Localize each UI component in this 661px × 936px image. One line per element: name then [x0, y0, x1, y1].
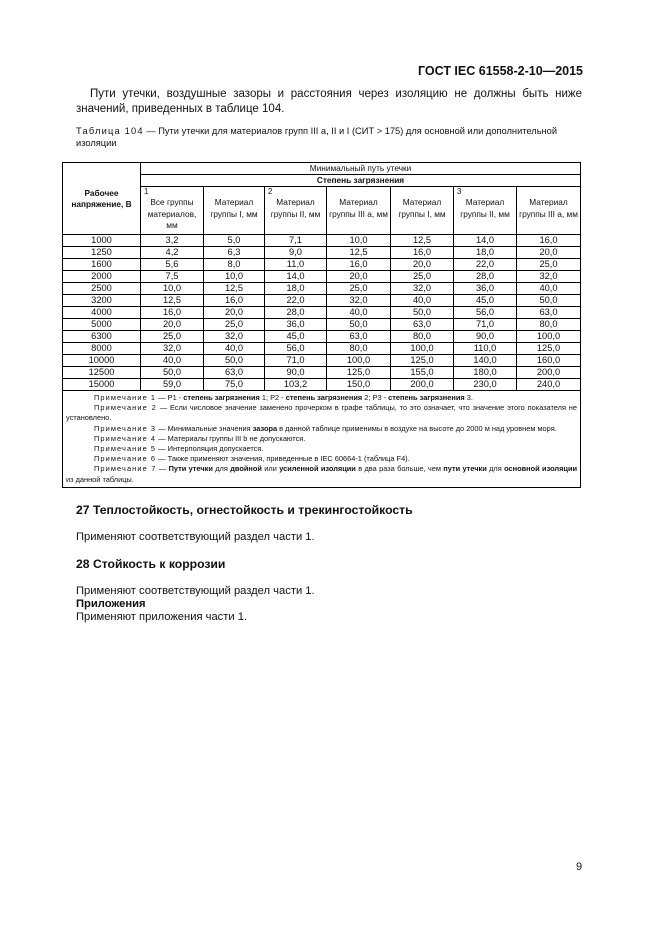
value-cell: 56,0: [454, 307, 517, 319]
voltage-cell: 1600: [63, 259, 141, 271]
value-cell: 32,0: [204, 331, 265, 343]
value-cell: 50,0: [517, 295, 581, 307]
value-cell: 25,0: [141, 331, 204, 343]
header-pollution-degree: Степень загрязнения: [141, 175, 581, 187]
column-header: Материал группы III а, мм: [517, 187, 581, 235]
value-cell: 75,0: [204, 379, 265, 391]
value-cell: 50,0: [204, 355, 265, 367]
value-cell: 40,0: [204, 343, 265, 355]
value-cell: 63,0: [391, 319, 454, 331]
value-cell: 240,0: [517, 379, 581, 391]
value-cell: 63,0: [327, 331, 391, 343]
value-cell: 160,0: [517, 355, 581, 367]
value-cell: 20,0: [141, 319, 204, 331]
value-cell: 32,0: [517, 271, 581, 283]
value-cell: 56,0: [265, 343, 327, 355]
value-cell: 10,0: [141, 283, 204, 295]
table-row: [63, 235, 581, 247]
note-1: Примечание 1 — P1 - степень загрязнения 1; P2 - степень загрязнения 2; P3 - степень загрязнения 3.: [94, 393, 473, 402]
value-cell: 18,0: [265, 283, 327, 295]
note-6: Примечание 6 — Также применяют значения, приведенные в IEC 60664-1 (таблица F4).: [94, 454, 410, 464]
note-2: Примечание 2 — Если числовое значение заменено прочерком в графе таблицы, то это означает, что значение этого показателя не установлено.: [66, 403, 577, 423]
voltage-cell: 5000: [63, 319, 141, 331]
appendix-text: Применяют приложения части 1.: [76, 611, 248, 623]
value-cell: 50,0: [141, 367, 204, 379]
table-row: [63, 319, 581, 331]
document-code: ГОСТ IEC 61558-2-10—2015: [417, 64, 583, 78]
pollution-group-number: 2: [268, 187, 273, 196]
table-row: [63, 331, 581, 343]
value-cell: 28,0: [454, 271, 517, 283]
value-cell: 50,0: [327, 319, 391, 331]
table-caption-text: — Пути утечки для материалов групп III а, II и I (СИТ > 175) для основной или дополнительной изоляции: [76, 126, 558, 148]
table-row: [63, 307, 581, 319]
value-cell: 25,0: [204, 319, 265, 331]
value-cell: 180,0: [454, 367, 517, 379]
value-cell: 45,0: [454, 295, 517, 307]
note-4: Примечание 4 — Материалы группы III b не допускаются.: [94, 433, 306, 443]
voltage-cell: 8000: [63, 343, 141, 355]
table-row: [63, 259, 581, 271]
value-cell: 20,0: [204, 307, 265, 319]
value-cell: 7,5: [141, 271, 204, 283]
value-cell: 4,2: [141, 247, 204, 259]
table-caption: [76, 125, 582, 149]
value-cell: 5,0: [204, 235, 265, 247]
column-header: 2 Материал группы II, мм: [265, 187, 327, 235]
voltage-cell: 12500: [63, 367, 141, 379]
value-cell: 7,1: [265, 235, 327, 247]
value-cell: 20,0: [517, 247, 581, 259]
value-cell: 150,0: [327, 379, 391, 391]
page-number: 9: [576, 861, 583, 873]
value-cell: 80,0: [327, 343, 391, 355]
value-cell: 40,0: [327, 307, 391, 319]
row-header-voltage: Рабочее напряжение, В: [63, 163, 141, 235]
section-28-title: 28 Стойкость к коррозии: [76, 557, 226, 571]
value-cell: 32,0: [391, 283, 454, 295]
value-cell: 36,0: [265, 319, 327, 331]
value-cell: 12,5: [204, 283, 265, 295]
value-cell: 80,0: [391, 331, 454, 343]
value-cell: 12,5: [141, 295, 204, 307]
value-cell: 80,0: [517, 319, 581, 331]
value-cell: 25,0: [517, 259, 581, 271]
value-cell: 100,0: [327, 355, 391, 367]
value-cell: 25,0: [327, 283, 391, 295]
value-cell: 5,6: [141, 259, 204, 271]
header-min-creepage: Минимальный путь утечки: [141, 163, 581, 175]
value-cell: 12,5: [327, 247, 391, 259]
value-cell: 125,0: [327, 367, 391, 379]
value-cell: 71,0: [454, 319, 517, 331]
value-cell: 32,0: [327, 295, 391, 307]
table-row: [63, 283, 581, 295]
value-cell: 125,0: [391, 355, 454, 367]
value-cell: 10,0: [204, 271, 265, 283]
value-cell: 50,0: [391, 307, 454, 319]
section-27-text: Применяют соответствующий раздел части 1.: [76, 531, 315, 543]
value-cell: 40,0: [391, 295, 454, 307]
column-header: Материал группы I, мм: [204, 187, 265, 235]
value-cell: 20,0: [391, 259, 454, 271]
value-cell: 103,2: [265, 379, 327, 391]
value-cell: 20,0: [327, 271, 391, 283]
pollution-group-number: 3: [457, 187, 462, 196]
value-cell: 40,0: [141, 355, 204, 367]
table-row: [63, 355, 581, 367]
voltage-cell: 4000: [63, 307, 141, 319]
value-cell: 63,0: [204, 367, 265, 379]
value-cell: 16,0: [141, 307, 204, 319]
table-row: [63, 247, 581, 259]
column-header: 1 Все группы материалов, мм: [141, 187, 204, 235]
value-cell: 32,0: [141, 343, 204, 355]
value-cell: 40,0: [517, 283, 581, 295]
value-cell: 22,0: [454, 259, 517, 271]
value-cell: 71,0: [265, 355, 327, 367]
table-caption-label: Таблица 104: [76, 126, 144, 136]
voltage-cell: 6300: [63, 331, 141, 343]
voltage-cell: 1000: [63, 235, 141, 247]
table-row: [63, 343, 581, 355]
value-cell: 6,3: [204, 247, 265, 259]
table-notes: [63, 391, 581, 488]
value-cell: 12,5: [391, 235, 454, 247]
value-cell: 16,0: [517, 235, 581, 247]
value-cell: 125,0: [517, 343, 581, 355]
value-cell: 3,2: [141, 235, 204, 247]
value-cell: 10,0: [327, 235, 391, 247]
section-28-text: Применяют соответствующий раздел части 1.: [76, 585, 315, 597]
value-cell: 18,0: [454, 247, 517, 259]
table-row: [63, 379, 581, 391]
value-cell: 28,0: [265, 307, 327, 319]
column-header: Материал группы I, мм: [391, 187, 454, 235]
creepage-table: [62, 162, 581, 488]
voltage-cell: 1250: [63, 247, 141, 259]
value-cell: 16,0: [204, 295, 265, 307]
value-cell: 11,0: [265, 259, 327, 271]
value-cell: 25,0: [391, 271, 454, 283]
pollution-group-number: 1: [144, 187, 149, 196]
table-row: [63, 295, 581, 307]
value-cell: 8,0: [204, 259, 265, 271]
value-cell: 63,0: [517, 307, 581, 319]
value-cell: 16,0: [391, 247, 454, 259]
section-27-title: 27 Теплостойкость, огнестойкость и трекингостойкость: [76, 503, 413, 517]
table-row: [63, 271, 581, 283]
value-cell: 200,0: [391, 379, 454, 391]
value-cell: 36,0: [454, 283, 517, 295]
voltage-cell: 3200: [63, 295, 141, 307]
value-cell: 140,0: [454, 355, 517, 367]
voltage-cell: 10000: [63, 355, 141, 367]
column-header: 3 Материал группы II, мм: [454, 187, 517, 235]
value-cell: 14,0: [265, 271, 327, 283]
table-row: [63, 367, 581, 379]
note-5: Примечание 5 — Интерполяция допускается.: [94, 444, 264, 454]
value-cell: 59,0: [141, 379, 204, 391]
value-cell: 100,0: [517, 331, 581, 343]
value-cell: 110,0: [454, 343, 517, 355]
voltage-cell: 15000: [63, 379, 141, 391]
value-cell: 45,0: [265, 331, 327, 343]
value-cell: 9,0: [265, 247, 327, 259]
note-7: Примечание 7 — Пути утечки для двойной или усиленной изоляции в два раза больше, чем пути утечки для основной изоляции из данной таблицы.: [66, 464, 578, 484]
value-cell: 14,0: [454, 235, 517, 247]
value-cell: 90,0: [265, 367, 327, 379]
value-cell: 155,0: [391, 367, 454, 379]
voltage-cell: 2500: [63, 283, 141, 295]
value-cell: 200,0: [517, 367, 581, 379]
intro-paragraph: Пути утечки, воздушные зазоры и расстояния через изоляцию не должны быть ниже значений, приведенных в таблице 104.: [76, 88, 582, 115]
value-cell: 90,0: [454, 331, 517, 343]
appendix-heading: Приложения: [76, 598, 146, 610]
voltage-cell: 2000: [63, 271, 141, 283]
value-cell: 16,0: [327, 259, 391, 271]
column-header: Материал группы III а, мм: [327, 187, 391, 235]
value-cell: 100,0: [391, 343, 454, 355]
value-cell: 22,0: [265, 295, 327, 307]
note-3: Примечание 3 — Минимальные значения зазора в данной таблице применимы в воздухе на высоте до 2000 м над уровнем моря.: [94, 423, 557, 433]
value-cell: 230,0: [454, 379, 517, 391]
